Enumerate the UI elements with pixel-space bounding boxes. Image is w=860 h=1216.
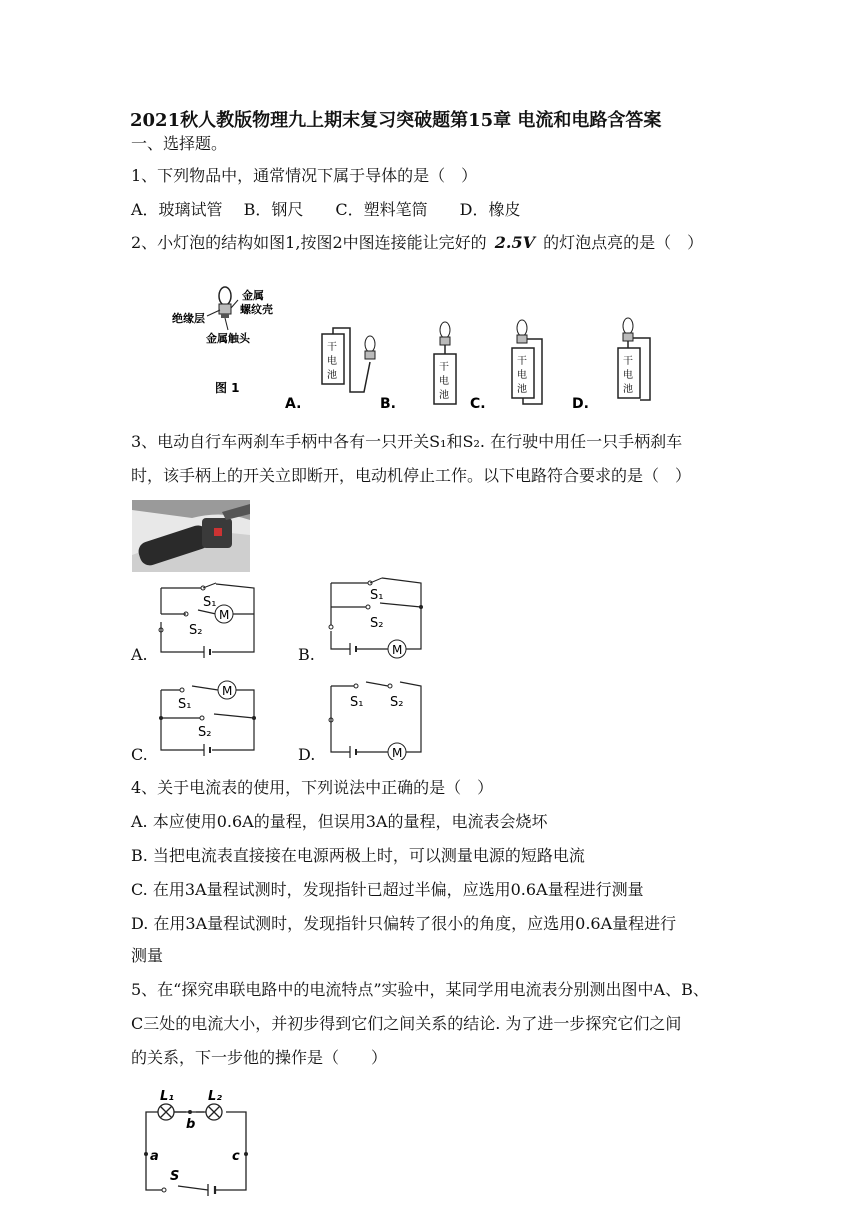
handlebar-photo bbox=[132, 500, 250, 572]
bulb-structure-figure bbox=[172, 287, 273, 395]
q2-option-c-figure bbox=[470, 320, 542, 412]
l1-label: L₁ bbox=[160, 1089, 174, 1104]
q2-label-c: C. bbox=[470, 396, 486, 412]
q1-options: A．玻璃试管 B．钢尺 C．塑料笔筒 D．橡皮 bbox=[131, 200, 521, 219]
q4-option-c: C. 在用3A量程试测时，发现指针已超过半偏，应选用0.6A量程进行测量 bbox=[131, 880, 644, 899]
q4-option-d-cont: 测量 bbox=[131, 946, 164, 965]
q2-figure bbox=[160, 282, 660, 416]
c-label: c bbox=[232, 1149, 240, 1164]
q2-label-d: D. bbox=[572, 396, 589, 412]
battery-char: 电 bbox=[517, 370, 527, 381]
battery-char: 电 bbox=[623, 370, 633, 381]
q2-option-b-figure bbox=[380, 322, 456, 412]
q1-stem: 1、下列物品中，通常情况下属于导体的是（ ） bbox=[131, 166, 478, 185]
s1-label: S₁ bbox=[178, 697, 192, 712]
battery-char: 电 bbox=[439, 376, 449, 387]
q3-circuit-a bbox=[156, 580, 258, 660]
b-label: b bbox=[186, 1117, 196, 1132]
q3-line2: 时，该手柄上的开关立即断开，电动机停止工作。以下电路符合要求的是（ ） bbox=[131, 466, 692, 485]
q4-option-a: A. 本应使用0.6A的量程，但误用3A的量程，电流表会烧坏 bbox=[131, 812, 548, 831]
q5-circuit bbox=[138, 1088, 256, 1200]
q3-circuit-d bbox=[326, 680, 426, 760]
q3-circuit-c bbox=[156, 678, 258, 760]
battery-char: 电 bbox=[327, 356, 337, 367]
a-label: a bbox=[150, 1149, 159, 1164]
q2-stem bbox=[131, 233, 703, 253]
s-label: S bbox=[170, 1169, 180, 1184]
q2-label-b: B. bbox=[380, 396, 396, 412]
q4-option-d: D. 在用3A量程试测时，发现指针只偏转了很小的角度，应选用0.6A量程进行 bbox=[131, 914, 677, 933]
label-metal-tip: 金属触头 bbox=[206, 332, 250, 345]
battery-char: 干 bbox=[327, 342, 337, 353]
q4-stem: 4、关于电流表的使用，下列说法中正确的是（ ） bbox=[131, 778, 494, 797]
battery-char: 池 bbox=[439, 390, 449, 401]
motor-label: M bbox=[392, 643, 403, 657]
battery-char: 池 bbox=[517, 384, 527, 395]
q2-voltage: 2.5V bbox=[494, 233, 535, 252]
s2-label: S₂ bbox=[370, 616, 384, 631]
section-heading: 一、选择题。 bbox=[131, 134, 228, 153]
q3-line1: 3、电动自行车两刹车手柄中各有一只开关S₁和S₂. 在行驶中用任一只手柄刹车 bbox=[131, 432, 683, 451]
q5-line3: 的关系，下一步他的操作是（ ） bbox=[131, 1048, 388, 1067]
q5-line2: C三处的电流大小，并初步得到它们之间关系的结论. 为了进一步探究它们之间 bbox=[131, 1014, 682, 1033]
battery-char: 干 bbox=[439, 362, 449, 373]
battery-char: 池 bbox=[327, 370, 337, 381]
battery-char: 干 bbox=[623, 356, 633, 367]
q3-label-d: D. bbox=[298, 745, 316, 764]
q3-circuit-b bbox=[326, 575, 426, 663]
q4-option-b: B. 当把电流表直接接在电源两极上时，可以测量电源的短路电流 bbox=[131, 846, 585, 865]
q2-option-d-figure bbox=[572, 318, 650, 412]
battery-char: 干 bbox=[517, 356, 527, 367]
l2-label: L₂ bbox=[208, 1089, 222, 1104]
page-title: 2021秋人教版物理九上期末复习突破题第15章 电流和电路含答案 bbox=[130, 110, 662, 131]
q3-label-a: A. bbox=[131, 645, 148, 664]
s1-label: S₁ bbox=[350, 695, 364, 710]
s1-label: S₁ bbox=[203, 595, 217, 610]
s2-label: S₂ bbox=[198, 725, 212, 740]
label-metal-1: 金属 bbox=[242, 289, 264, 302]
q3-label-b: B. bbox=[298, 645, 315, 664]
motor-label: M bbox=[222, 684, 233, 698]
q2-label-a: A. bbox=[285, 396, 302, 412]
q2-stem-a: 2、小灯泡的结构如图1,按图2中图连接能让完好的 bbox=[131, 233, 487, 252]
motor-label: M bbox=[219, 608, 230, 622]
label-insulation: 绝缘层 bbox=[172, 312, 205, 325]
q2-stem-b: 的灯泡点亮的是（ ） bbox=[543, 233, 704, 252]
s2-label: S₂ bbox=[390, 695, 404, 710]
label-metal-2: 螺纹壳 bbox=[240, 303, 273, 316]
s1-label: S₁ bbox=[370, 588, 384, 603]
motor-label: M bbox=[392, 746, 403, 760]
s2-label: S₂ bbox=[189, 623, 203, 638]
label-fig1: 图 1 bbox=[215, 381, 240, 395]
q5-line1: 5、在“探究串联电路中的电流特点”实验中，某同学用电流表分别测出图中A、B、 bbox=[131, 980, 709, 999]
q3-label-c: C. bbox=[131, 745, 148, 764]
q2-option-a-figure bbox=[285, 328, 375, 412]
battery-char: 池 bbox=[623, 384, 633, 395]
